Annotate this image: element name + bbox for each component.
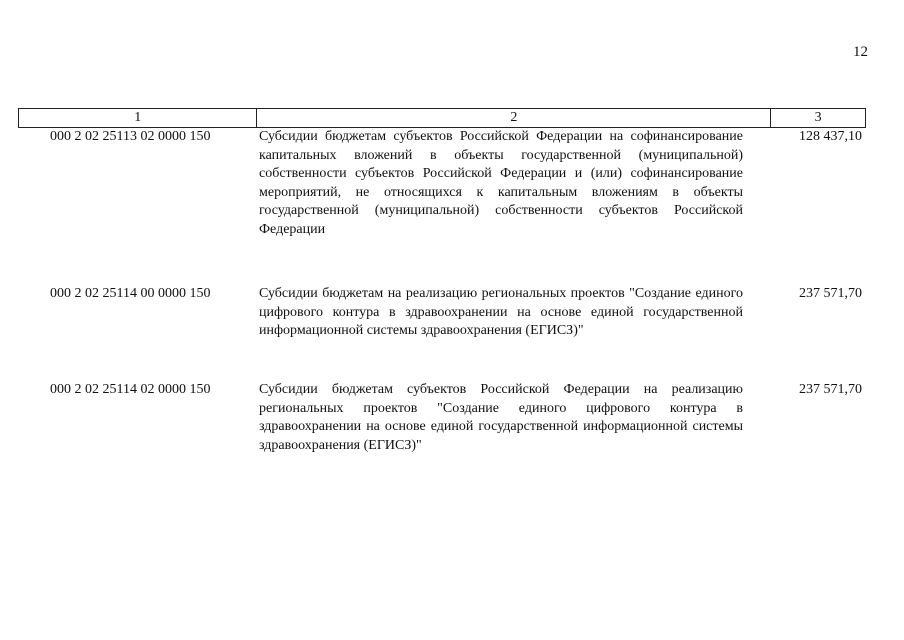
row-description: Субсидии бюджетам субъектов Российской Федерации на софинансирование капитальных вложений в объекты государственной (муниципальной) собственности субъектов Российской Федерации и (или) софинансирование мероприятий, не относящихся к капитальным вложениям в объекты государственной (муниципальной) собственности субъектов Российской Федерации (259, 129, 743, 237)
row-amount: 237 571,70 (799, 382, 862, 397)
column-header-1: 1 (19, 109, 257, 127)
budget-code: 000 2 02 25113 02 0000 150 (50, 129, 211, 144)
table-header-row (18, 108, 866, 128)
budget-code: 000 2 02 25114 00 0000 150 (50, 286, 211, 301)
column-header-3: 3 (814, 110, 822, 125)
budget-table (18, 108, 866, 453)
budget-code: 000 2 02 25114 02 0000 150 (50, 382, 211, 397)
page-number: 12 (853, 44, 868, 60)
row-amount: 237 571,70 (799, 286, 862, 301)
column-header-2: 2 (257, 109, 771, 127)
row-description: Субсидии бюджетам на реализацию региональных проектов "Создание единого цифрового контура в здравоохранении на основе единой государственной информационной системы здравоохранения (ЕГИСЗ)" (259, 286, 743, 338)
row-description: Субсидии бюджетам субъектов Российской Федерации на реализацию региональных проектов "Создание единого цифрового контура в здравоохранении на основе единой государственной информационной системы здравоохранения (ЕГИСЗ)" (259, 382, 743, 453)
row-amount: 128 437,10 (799, 129, 862, 144)
